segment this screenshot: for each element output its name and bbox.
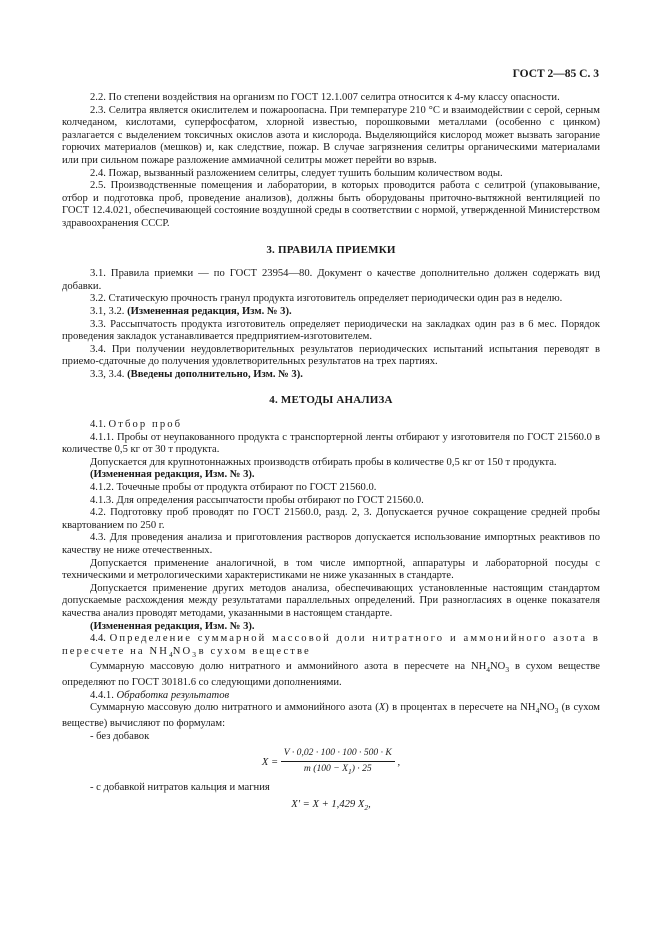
bullet-with-nitrates: - с добавкой нитратов кальция и магния [90, 782, 270, 794]
para-4-4-1 [62, 690, 600, 703]
page-header: ГОСТ 2—85 С. 3 [512, 68, 599, 80]
para-2-5: 2.5. Производственные помещения и лаборатории, в которых проводится работа с селитрой (упаковывание, отбор и подготовка проб, проведение анализов), должны быть оборудованы приточно-вытяжной вентиляцией по ГОСТ 12.4.021, обеспечивающей состояние воздушной среды в соответствии с нормой, утвержденной Министерством здравоохранения СССР. [62, 180, 600, 229]
formula-fraction [281, 747, 395, 778]
para-2-2: 2.2. По степени воздействия на организм по ГОСТ 12.1.007 селитра относится к 4-му классу опасности. [90, 92, 560, 103]
para-4-1-2: 4.1.2. Точечные пробы от продукта отбирают по ГОСТ 21560.0. [90, 482, 377, 494]
para-4-4: 4.4. Определение суммарной массовой доли нитратного и аммонийного азота в пересчете на $NH_4NO_3$ в сухом веществе [62, 633, 601, 659]
para-4-4-body: Суммарную массовую долю нитратного и аммонийного азота в пересчете на $NH_4NO_3$ в сухом веществе определяют по ГОСТ 30181.6 со следующими дополнениями. [62, 661, 600, 689]
para-4-1 [62, 419, 600, 432]
para-2-3: 2.3. Селитра является окислителем и пожароопасна. При температуре 210 °С и взаимодействии с серой, серным колчеданом, кислотами, суперфосфатом, хлорной известью, порошковыми металлами (особенно с цинком) разлагается с выделением токсичных окислов азота и кислорода. Выделяющийся кислород может вызвать загорание горючих материалов (мешков) и, как следствие, пожар. В случае загрязнения селитры органическими материалами или при сильном пожаре разложение аммиачной селитры может перейти во взрыв. [62, 104, 600, 166]
text-c: NO [539, 702, 555, 714]
para-3-2: 3.2. Статическую прочность гранул продукта изготовитель определяет периодически один раз в неделю. [90, 293, 563, 305]
note-prefix: 3.3, 3.4. [90, 368, 125, 380]
amendment-note: (Измененная редакция, Изм. № 3). [90, 469, 255, 481]
text-b: ) в процентах в пересчете на NH [385, 702, 536, 714]
clause-number: 4.1. [90, 419, 106, 431]
para-4-1-3: 4.1.3. Для определения рассыпчатости пробы отбирают по ГОСТ 21560.0. [90, 494, 424, 506]
clause-title-b: NO [172, 645, 193, 657]
para-4-4-1-body: Суммарную массовую долю нитратного и аммонийного азота (X) в процентах в пересчете на $NH_4NO_3$ (в сухом веществе) вычисляют по формулам: [62, 702, 600, 730]
symbol-x: X [378, 702, 386, 714]
clause-title-c: в сухом веществе [198, 645, 311, 657]
formula-1 [62, 747, 600, 778]
para-4-3: 4.3. Для проведения анализа и приготовления растворов допускается использование импортных реактивов по качеству не ниже отечественных. [62, 532, 600, 556]
formula-denominator: m $(100 - X_1) \cdot 25$ [303, 762, 372, 776]
note-3-1-3-2 [62, 306, 600, 319]
para-4-3c: Допускается применение других методов анализа, обеспечивающих установленные настоящим стандартом допускаемые расхождения между результатами параллельных определений. При разногласиях в оценке показателя качества анализ проводят методами, указанными в настоящем стандарте. [62, 582, 600, 619]
clause-title-a: Определение суммарной массовой доли нитратного и аммонийного азота в пересчете на NH [62, 633, 601, 657]
den-a: m (100 − X [303, 762, 348, 774]
amendment-note: (Измененная редакция, Изм. № 3). [90, 620, 255, 632]
text-c: в сухом веществе определяют по ГОСТ 30181.6 со следующими дополнениями. [62, 661, 600, 689]
para-3-1: 3.1. Правила приемки — по ГОСТ 23954—80. Документ о качестве дополнительно должен содержать вид добавки. [62, 268, 600, 292]
para-3-4: 3.4. При получении неудовлетворительных результатов периодических испытаний испытания переводят в приемо-сдаточные до получения удовлетворительных результатов на трех партиях. [62, 343, 600, 368]
para-4-2: 4.2. Подготовку проб проводят по ГОСТ 21560.0, разд. 2, 3. Допускается ручное сокращение средней пробы квартованием по 250 г. [62, 507, 600, 531]
section-3-title: 3. ПРАВИЛА ПРИЕМКИ [266, 243, 396, 256]
den-b: ) · 25 [351, 762, 372, 774]
para-4-1-1b: Допускается для крупнотоннажных производств отбирать пробы в количестве 0,5 кг от 150 т продукта. [90, 456, 557, 468]
para-4-3b: Допускается применение аналогичной, в том числе импортной, аппаратуры и лабораторной посуды с техническими и метрологическими характеристиками не ниже указанных в стандарте. [62, 557, 600, 582]
clause-title: Обработка результатов [116, 689, 230, 701]
text-b: NO [490, 661, 506, 673]
note-prefix: 3.1, 3.2. [90, 305, 125, 317]
formula2-b: , [368, 798, 371, 810]
section-4-title: 4. МЕТОДЫ АНАЛИЗА [269, 394, 393, 407]
formula-tail: , [397, 757, 401, 769]
formula2-a: X′ = X + 1,429 X [291, 798, 365, 810]
bullet-without-additives: - без добавок [90, 730, 150, 742]
document-body [62, 58, 600, 819]
para-4-1-1: 4.1.1. Пробы от неупакованного продукта с транспортерной ленты отбирают у изготовителя по ГОСТ 21560.0 в количестве 0,5 кг от 30 т продукта. [62, 431, 600, 456]
clause-number: 4.4. [90, 633, 106, 645]
clause-number: 4.4.1. [90, 689, 114, 701]
note-3-3-3-4 [62, 369, 600, 382]
amendment-note: (Введены дополнительно, Изм. № 3). [127, 368, 303, 380]
clause-title: Отбор проб [108, 419, 183, 431]
formula-2: X′ = X + 1,429 $X_2$, [291, 798, 371, 813]
formula-lhs: X = [261, 757, 279, 769]
text-a: Суммарную массовую долю нитратного и аммонийного азота ( [90, 702, 379, 714]
para-2-4: 2.4. Пожар, вызванный разложением селитры, следует тушить большим количеством воды. [90, 167, 503, 179]
para-3-3: 3.3. Рассыпчатость продукта изготовитель определяет периодически на закладках один раз в 6 мес. Порядок проведения закладок устанавливается предприятием-изготовителем. [62, 318, 600, 343]
text-d: (в сухом веществе) вычисляют по формулам: [62, 702, 600, 730]
text-a: Суммарную массовую долю нитратного и аммонийного азота в пересчете на NH [90, 661, 487, 673]
amendment-note: (Измененная редакция, Изм. № 3). [127, 305, 292, 317]
formula-numerator: V · 0,02 · 100 · 100 · 500 · K [281, 747, 395, 762]
